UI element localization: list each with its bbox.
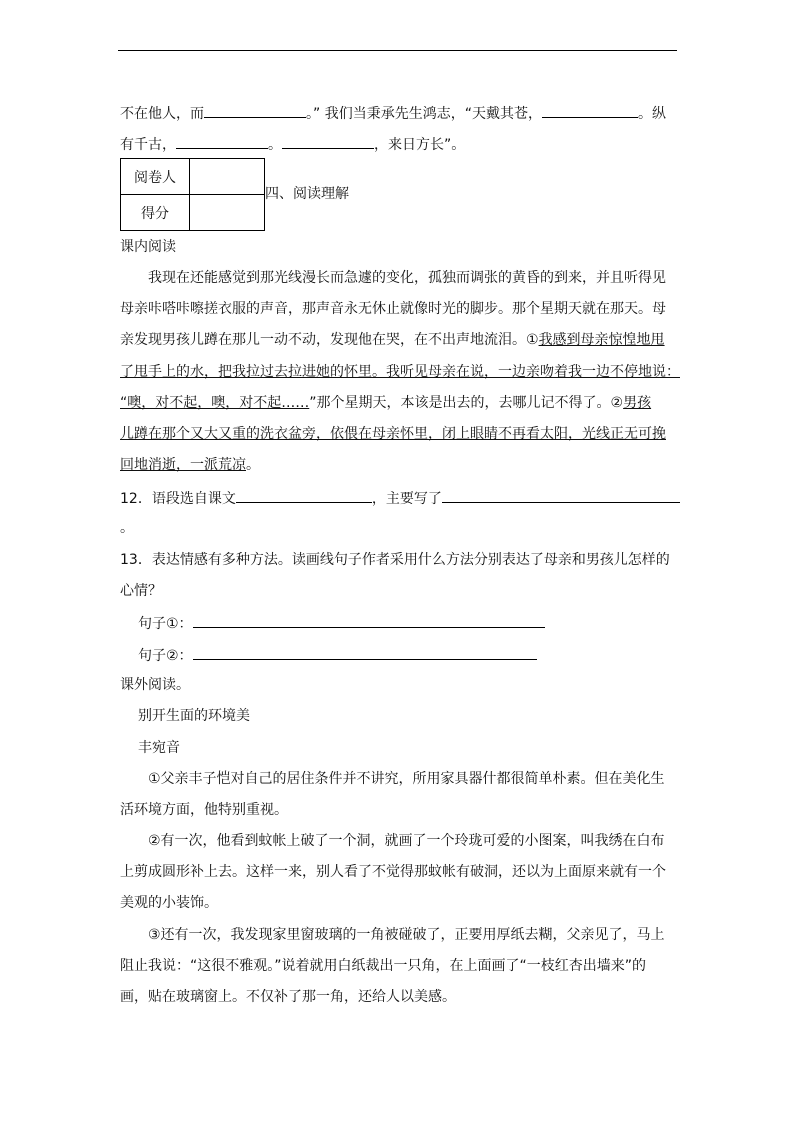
article-line: ③还有一次，我发现家里窗玻璃的一角被碰破了，正要用厚纸去糊，父亲见了，马上	[148, 927, 665, 943]
text: ”那个星期天，本该是出去的，去哪儿记不得了。②	[309, 395, 624, 411]
section-title: 四、阅读理解	[265, 186, 349, 202]
score-cell	[190, 195, 265, 231]
text: 。	[246, 457, 260, 473]
question-13-cont: 心情？	[120, 583, 162, 599]
inclass-heading: 课内阅读	[120, 239, 176, 255]
answer-blank	[236, 487, 372, 503]
passage-line	[120, 455, 260, 475]
question-13: 13．表达情感有多种方法。读画线句子作者采用什么方法分别表达了母亲和男孩儿怎样的	[120, 552, 670, 568]
answer-line-2	[138, 644, 537, 666]
underlined-text: 回地消逝，一派荒凉	[120, 457, 246, 473]
article-line: 阻止我说：“这很不雅观。”说着就用白纸裁出一只角，在上面画了“一枝红杏出墙来”的	[120, 958, 647, 974]
passage-line	[120, 362, 680, 382]
answer-label: 句子①：	[138, 616, 193, 632]
outside-heading: 课外阅读。	[120, 677, 190, 693]
article-line: ①父亲丰子恺对自己的居住条件并不讲究，所用家具器什都很简单朴素。但在美化生	[148, 771, 665, 787]
answer-blank	[193, 612, 545, 628]
article-line: 活环境方面，他特别重视。	[120, 802, 288, 818]
question-12-end: 。	[120, 520, 134, 536]
text: 亲发现男孩儿蹲在那儿一动不动，发现他在哭，在不出声地流泪。①	[120, 332, 539, 348]
article-line: 画，贴在玻璃窗上。不仅补了那一角，还给人以美感。	[120, 989, 456, 1005]
blank-field	[542, 102, 638, 118]
answer-blank	[442, 487, 680, 503]
score-table	[120, 158, 265, 231]
text-line	[120, 133, 465, 155]
score-label: 得分	[121, 195, 190, 231]
underlined-text: “噢，对不起，噢，对不起……	[120, 395, 310, 411]
text: ，来日方长”。	[374, 137, 466, 153]
blank-field	[176, 133, 268, 149]
passage-line: 母亲咔嗒咔嚓搓衣服的声音，那声音永无休止就像时光的脚步。那个星期天就在那天。母	[120, 301, 666, 317]
passage-line	[120, 424, 666, 444]
question-12	[120, 487, 680, 509]
article-title: 别开生面的环境美	[138, 708, 250, 724]
article-line: 美观的小装饰。	[120, 895, 218, 911]
article-line: 上剪成圆形补上去。这样一来，别人看了不觉得那蚊帐有破洞，还以为上面原来就有一个	[120, 864, 666, 880]
header-rule	[118, 50, 677, 51]
passage-line	[120, 393, 651, 413]
answer-line-1	[138, 612, 545, 634]
text-line	[120, 102, 666, 124]
underlined-text: 儿蹲在那个又大又重的洗衣盆旁，依偎在母亲怀里，闭上眼睛不再看太阳，光线正无可挽	[120, 426, 666, 442]
passage-line	[120, 330, 665, 350]
text: 。	[268, 137, 282, 153]
underlined-text: 男孩	[623, 395, 652, 411]
answer-blank	[193, 644, 537, 660]
article-author: 丰宛音	[138, 740, 180, 756]
text: 不在他人，而	[120, 106, 204, 122]
reviewer-cell	[190, 159, 265, 195]
text: 。” 我们当秉承先生鸿志，“天戴其苍，	[306, 106, 542, 122]
question-text: ，主要写了	[371, 491, 442, 507]
article-line: ②有一次，他看到蚊帐上破了一个洞，就画了一个玲珑可爱的小图案，叫我绣在白布	[148, 833, 665, 849]
reviewer-label: 阅卷人	[121, 159, 190, 195]
text: 。纵	[637, 106, 666, 122]
question-text: 12．语段选自课文	[120, 491, 236, 507]
blank-field	[204, 102, 306, 118]
blank-field	[282, 133, 374, 149]
text: 有千古，	[120, 137, 176, 153]
answer-label: 句子②：	[138, 648, 193, 664]
underlined-text: 我感到母亲惊惶地甩	[538, 332, 665, 348]
passage-line: 我现在还能感觉到那光线漫长而急遽的变化，孤独而调张的黄昏的到来，并且听得见	[148, 270, 666, 286]
underlined-text: 了甩手上的水，把我拉过去拉进她的怀里。我听见母亲在说，一边亲吻着我一边不停地说：	[120, 364, 680, 380]
